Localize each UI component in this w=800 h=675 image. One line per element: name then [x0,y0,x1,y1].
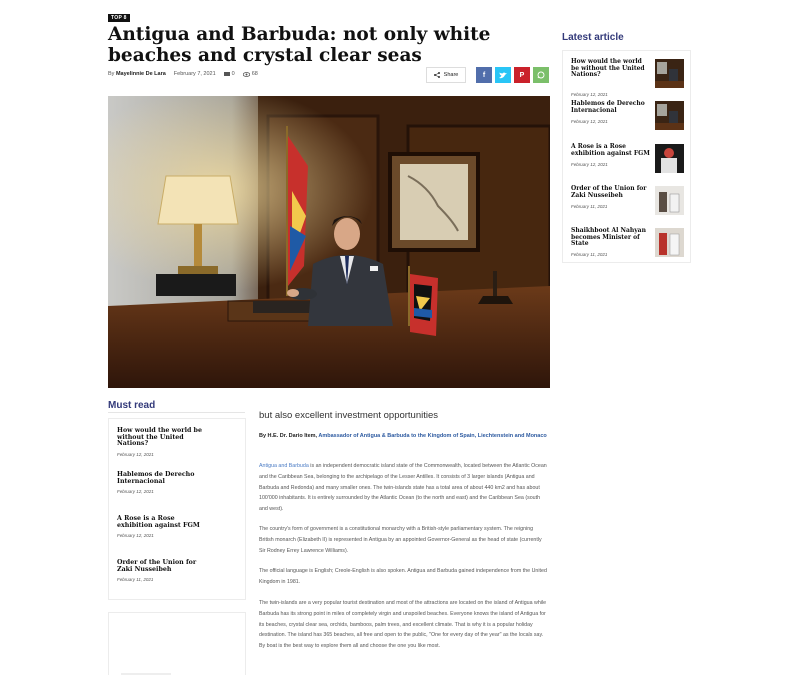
publish-date: February 7, 2021 [173,71,216,77]
latest-item-title[interactable]: Order of the Union for Zaki Nusseibeh [571,185,647,199]
latest-item[interactable] [571,58,686,97]
share-icon [434,72,440,78]
share-button[interactable]: Share [426,67,466,83]
article-byline: By H.E. Dr. Dario Item, Ambassador of Antigua & Barbuda to the Kingdom of Spain, Liechtenstein and Monaco [259,433,547,439]
must-read-divider [108,412,245,413]
latest-item-thumbnail[interactable] [655,101,684,130]
country-link[interactable]: Antigua and Barbuda [259,463,309,469]
must-read-item[interactable] [117,472,237,494]
facebook-icon: f [482,71,486,79]
latest-item-title[interactable]: How would the world be without the United Nations? [571,58,645,78]
must-read-item-date: February 12, 2021 [117,451,154,457]
must-read-item-date: February 11, 2021 [117,577,154,582]
byline-role-link[interactable]: Ambassador of Antigua & Barbuda to the Kingdom of Spain, Liechtenstein and Monaco [318,433,547,439]
latest-article-heading: Latest article [562,32,624,43]
must-read-item[interactable] [117,560,237,582]
latest-item[interactable] [571,186,686,220]
whatsapp-share-button[interactable] [533,67,549,83]
must-read-item-title[interactable]: Order of the Union for Zaki Nusseibeh [117,559,197,573]
must-read-item[interactable] [117,516,237,538]
must-read-item-title[interactable]: How would the world be without the United Nations? [117,427,202,447]
must-read-item-title[interactable]: Hablemos de Derecho Internacional [117,471,195,485]
article-paragraph: The official language is English; Creole-English is also spoken. Antigua and Barbuda gained independence from the United Kingdom in 1981. [259,568,547,585]
article-paragraph: Antigua and Barbuda is an independent democratic island state of the Commonwealth, located between the Atlantic Ocean and the Caribbean Sea, belonging to the archipelago of the Lesser Antilles. It consists of 3 larger islands (Antigua and Barbuda and Redonda) and many smaller ones. The twin-islands state has a total area of about 440 km2 and has about 100'000 inhabitants. It is entirely surrounded by the Atlantic Ocean (to the north and east) and the Caribbean Sea (south and west). [259,463,547,513]
latest-item[interactable] [571,101,686,135]
sidebar-widget [108,612,246,675]
must-read-list [108,418,246,600]
twitter-icon [499,72,507,79]
latest-item-title[interactable]: Hablemos de Derecho Internacional [571,100,645,114]
comment-icon [224,72,230,77]
latest-item-title[interactable]: A Rose is a Rose exhibition against FGM [571,143,650,157]
must-read-item-date: February 12, 2021 [117,489,154,494]
must-read-item-date: February 12, 2021 [117,533,154,538]
must-read-item[interactable] [117,428,237,457]
latest-item-thumbnail[interactable] [655,228,684,257]
must-read-heading: Must read [108,400,156,411]
views-count: 68 [243,71,258,77]
article-title: Antigua and Barbuda: not only white beaches and crystal clear seas [108,24,491,66]
must-read-item-title[interactable]: A Rose is a Rose exhibition against FGM [117,515,200,529]
latest-item-title[interactable]: Shaikhboot Al Nahyan becomes Minister of State [571,227,646,247]
latest-item-date: February 11, 2021 [571,252,608,257]
facebook-share-button[interactable] [476,67,492,83]
pinterest-icon: P [519,71,525,79]
comments-count[interactable]: 0 [224,71,235,77]
article-hero-image [108,96,550,388]
author-link[interactable]: Mayelinnie De Lara [115,71,166,77]
latest-item-thumbnail[interactable] [655,186,684,215]
latest-item-date: February 12, 2021 [571,162,608,167]
article-paragraph: The twin-islands are a very popular tourist destination and most of the attractions are located on the island of Antigua while Barbuda has its strong point in miles of completely virgin and unspoiled beaches. Everyone knows the island of Antigua for its beaches, crystal clear sea, orchids, bamboos, palm trees, and excellent climate. That is why it is a popular holiday destination. The island has 365 beaches, all free and open to the public, "One for every day of the year" as the locals say. By boat is the best way to explore them all and choose the one you like most. [259,600,547,650]
latest-item[interactable] [571,228,686,262]
twitter-share-button[interactable] [495,67,511,83]
latest-item[interactable] [571,144,686,178]
latest-item-date: February 12, 2021 [571,92,608,97]
latest-item-thumbnail[interactable] [655,59,684,88]
article-subtitle: but also excellent investment opportunities [259,410,439,421]
article-meta [108,71,258,77]
latest-item-date: February 11, 2021 [571,204,608,209]
latest-item-date: February 12, 2021 [571,119,608,124]
by-prefix: By [108,71,115,77]
whatsapp-icon [537,71,545,79]
latest-item-thumbnail[interactable] [655,144,684,173]
category-badge[interactable]: TOP 8 [108,14,130,22]
latest-article-list [562,50,691,263]
article-paragraph: The country's form of government is a constitutional monarchy with a British-style parliamentary system. The reigning British monarch (Elizabeth II) is represented in Antigua by an appointed Governor-General as the head of state (currently Sir Rodney Errey Lawrence Williams). [259,526,542,554]
eye-icon [243,72,250,77]
pinterest-share-button[interactable] [514,67,530,83]
